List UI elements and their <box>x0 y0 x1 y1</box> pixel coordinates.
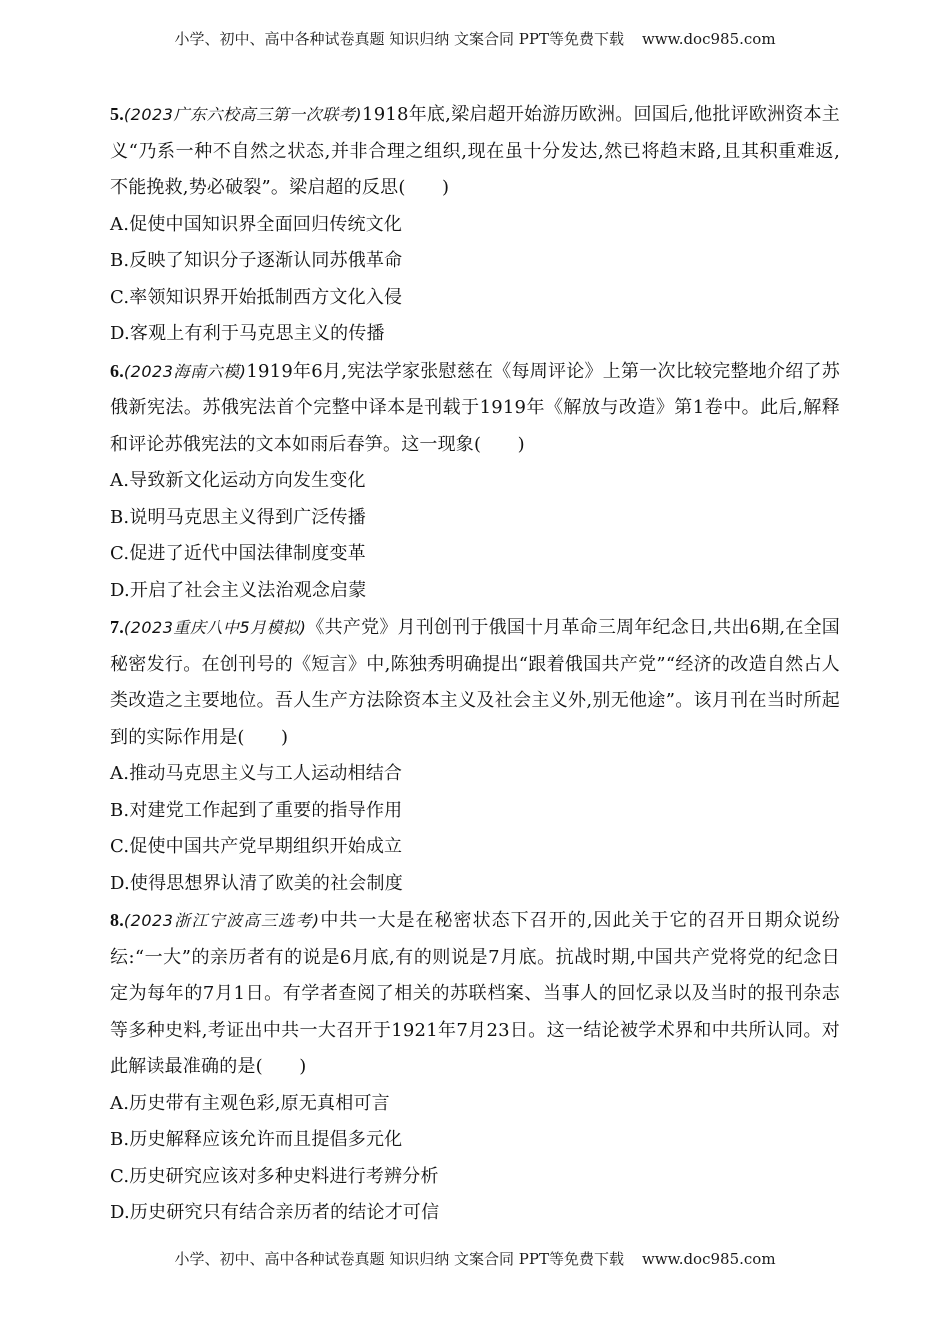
question-number: 8. <box>110 910 124 930</box>
question-6 <box>110 353 840 610</box>
option-d: D.开启了社会主义法治观念启蒙 <box>110 579 367 601</box>
question-text: 中共一大是在秘密状态下召开的,因此关于它的召开日期众说纷纭:“一大”的亲历者有的说是6月底,有的则说是7月底。抗战时期,中国共产党将党的纪念日定为每年的7月1日。有学者查阅了相关的苏联档案、当事人的回忆录以及当时的报刊杂志等多种史料,考证出中共一大召开于1921年7月23日。这一结论被学术界和中共所认同。对此解读最准确的是( ) <box>110 910 840 1077</box>
option-b: B.说明马克思主义得到广泛传播 <box>110 506 366 528</box>
header-text: 小学、初中、高中各种试卷真题 知识归纳 文案合同 PPT等免费下载 <box>174 30 624 48</box>
option-d: D.客观上有利于马克思主义的传播 <box>110 323 385 344</box>
question-5 <box>110 96 840 353</box>
question-8 <box>110 902 840 1232</box>
question-source: (2023重庆八中5月模拟) <box>123 618 307 637</box>
option-a: A.导致新文化运动方向发生变化 <box>110 470 366 491</box>
option-c: C.促使中国共产党早期组织开始成立 <box>110 836 403 857</box>
question-text: 1919年6月,宪法学家张慰慈在《每周评论》上第一次比较完整地介绍了苏俄新宪法。苏俄宪法首个完整中译本是刊载于1919年《解放与改造》第1卷中。此后,解释和评论苏俄宪法的文本如雨后春笋。这一现象( ) <box>110 360 840 455</box>
option-b: B.反映了知识分子逐渐认同苏俄革命 <box>110 250 403 271</box>
question-number: 6. <box>110 360 124 381</box>
page-header <box>0 28 950 49</box>
question-list <box>110 96 840 1232</box>
question-stem <box>110 96 840 207</box>
question-7 <box>110 609 840 902</box>
page-footer <box>0 1248 950 1269</box>
option-a: A.促使中国知识界全面回归传统文化 <box>110 213 403 235</box>
option-a: A.历史带有主观色彩,原无真相可言 <box>110 1092 390 1114</box>
option-b: B.历史解释应该允许而且提倡多元化 <box>110 1129 403 1150</box>
option-c: C.率领知识界开始抵制西方文化入侵 <box>110 286 403 308</box>
question-stem <box>110 353 840 464</box>
question-source: (2023广东六校高三第一次联考) <box>123 105 363 124</box>
option-a: A.推动马克思主义与工人运动相结合 <box>110 763 403 784</box>
question-stem <box>110 902 840 1086</box>
footer-text: 小学、初中、高中各种试卷真题 知识归纳 文案合同 PPT等免费下载 <box>174 1250 624 1268</box>
question-source: (2023海南六模) <box>123 361 247 381</box>
option-c: C.历史研究应该对多种史料进行考辨分析 <box>110 1165 439 1187</box>
question-source: (2023浙江宁波高三选考) <box>123 911 320 930</box>
option-c: C.促进了近代中国法律制度变革 <box>110 543 366 564</box>
option-d: D.使得思想界认清了欧美的社会制度 <box>110 872 403 894</box>
question-text: 《共产党》月刊创刊于俄国十月革命三周年纪念日,共出6期,在全国秘密发行。在创刊号的《短言》中,陈独秀明确提出“跟着俄国共产党”“经济的改造自然占人类改造之主要地位。吾人生产方法除资本主义及社会主义外,别无他途”。该月刊在当时所起到的实际作用是( ) <box>110 617 841 748</box>
footer-url: www.doc985.com <box>641 1250 776 1268</box>
question-number: 5. <box>110 104 124 124</box>
option-b: B.对建党工作起到了重要的指导作用 <box>110 799 403 821</box>
header-url: www.doc985.com <box>641 30 776 48</box>
question-number: 7. <box>110 617 124 637</box>
question-text: 1918年底,梁启超开始游历欧洲。回国后,他批评欧洲资本主义“乃系一种不自然之状态,并非合理之组织,现在虽十分发达,然已将趋末路,且其积重难返,不能挽救,势必破裂”。梁启超的反思( ) <box>110 104 840 198</box>
question-stem <box>110 609 840 756</box>
option-d: D.历史研究只有结合亲历者的结论才可信 <box>110 1202 440 1223</box>
